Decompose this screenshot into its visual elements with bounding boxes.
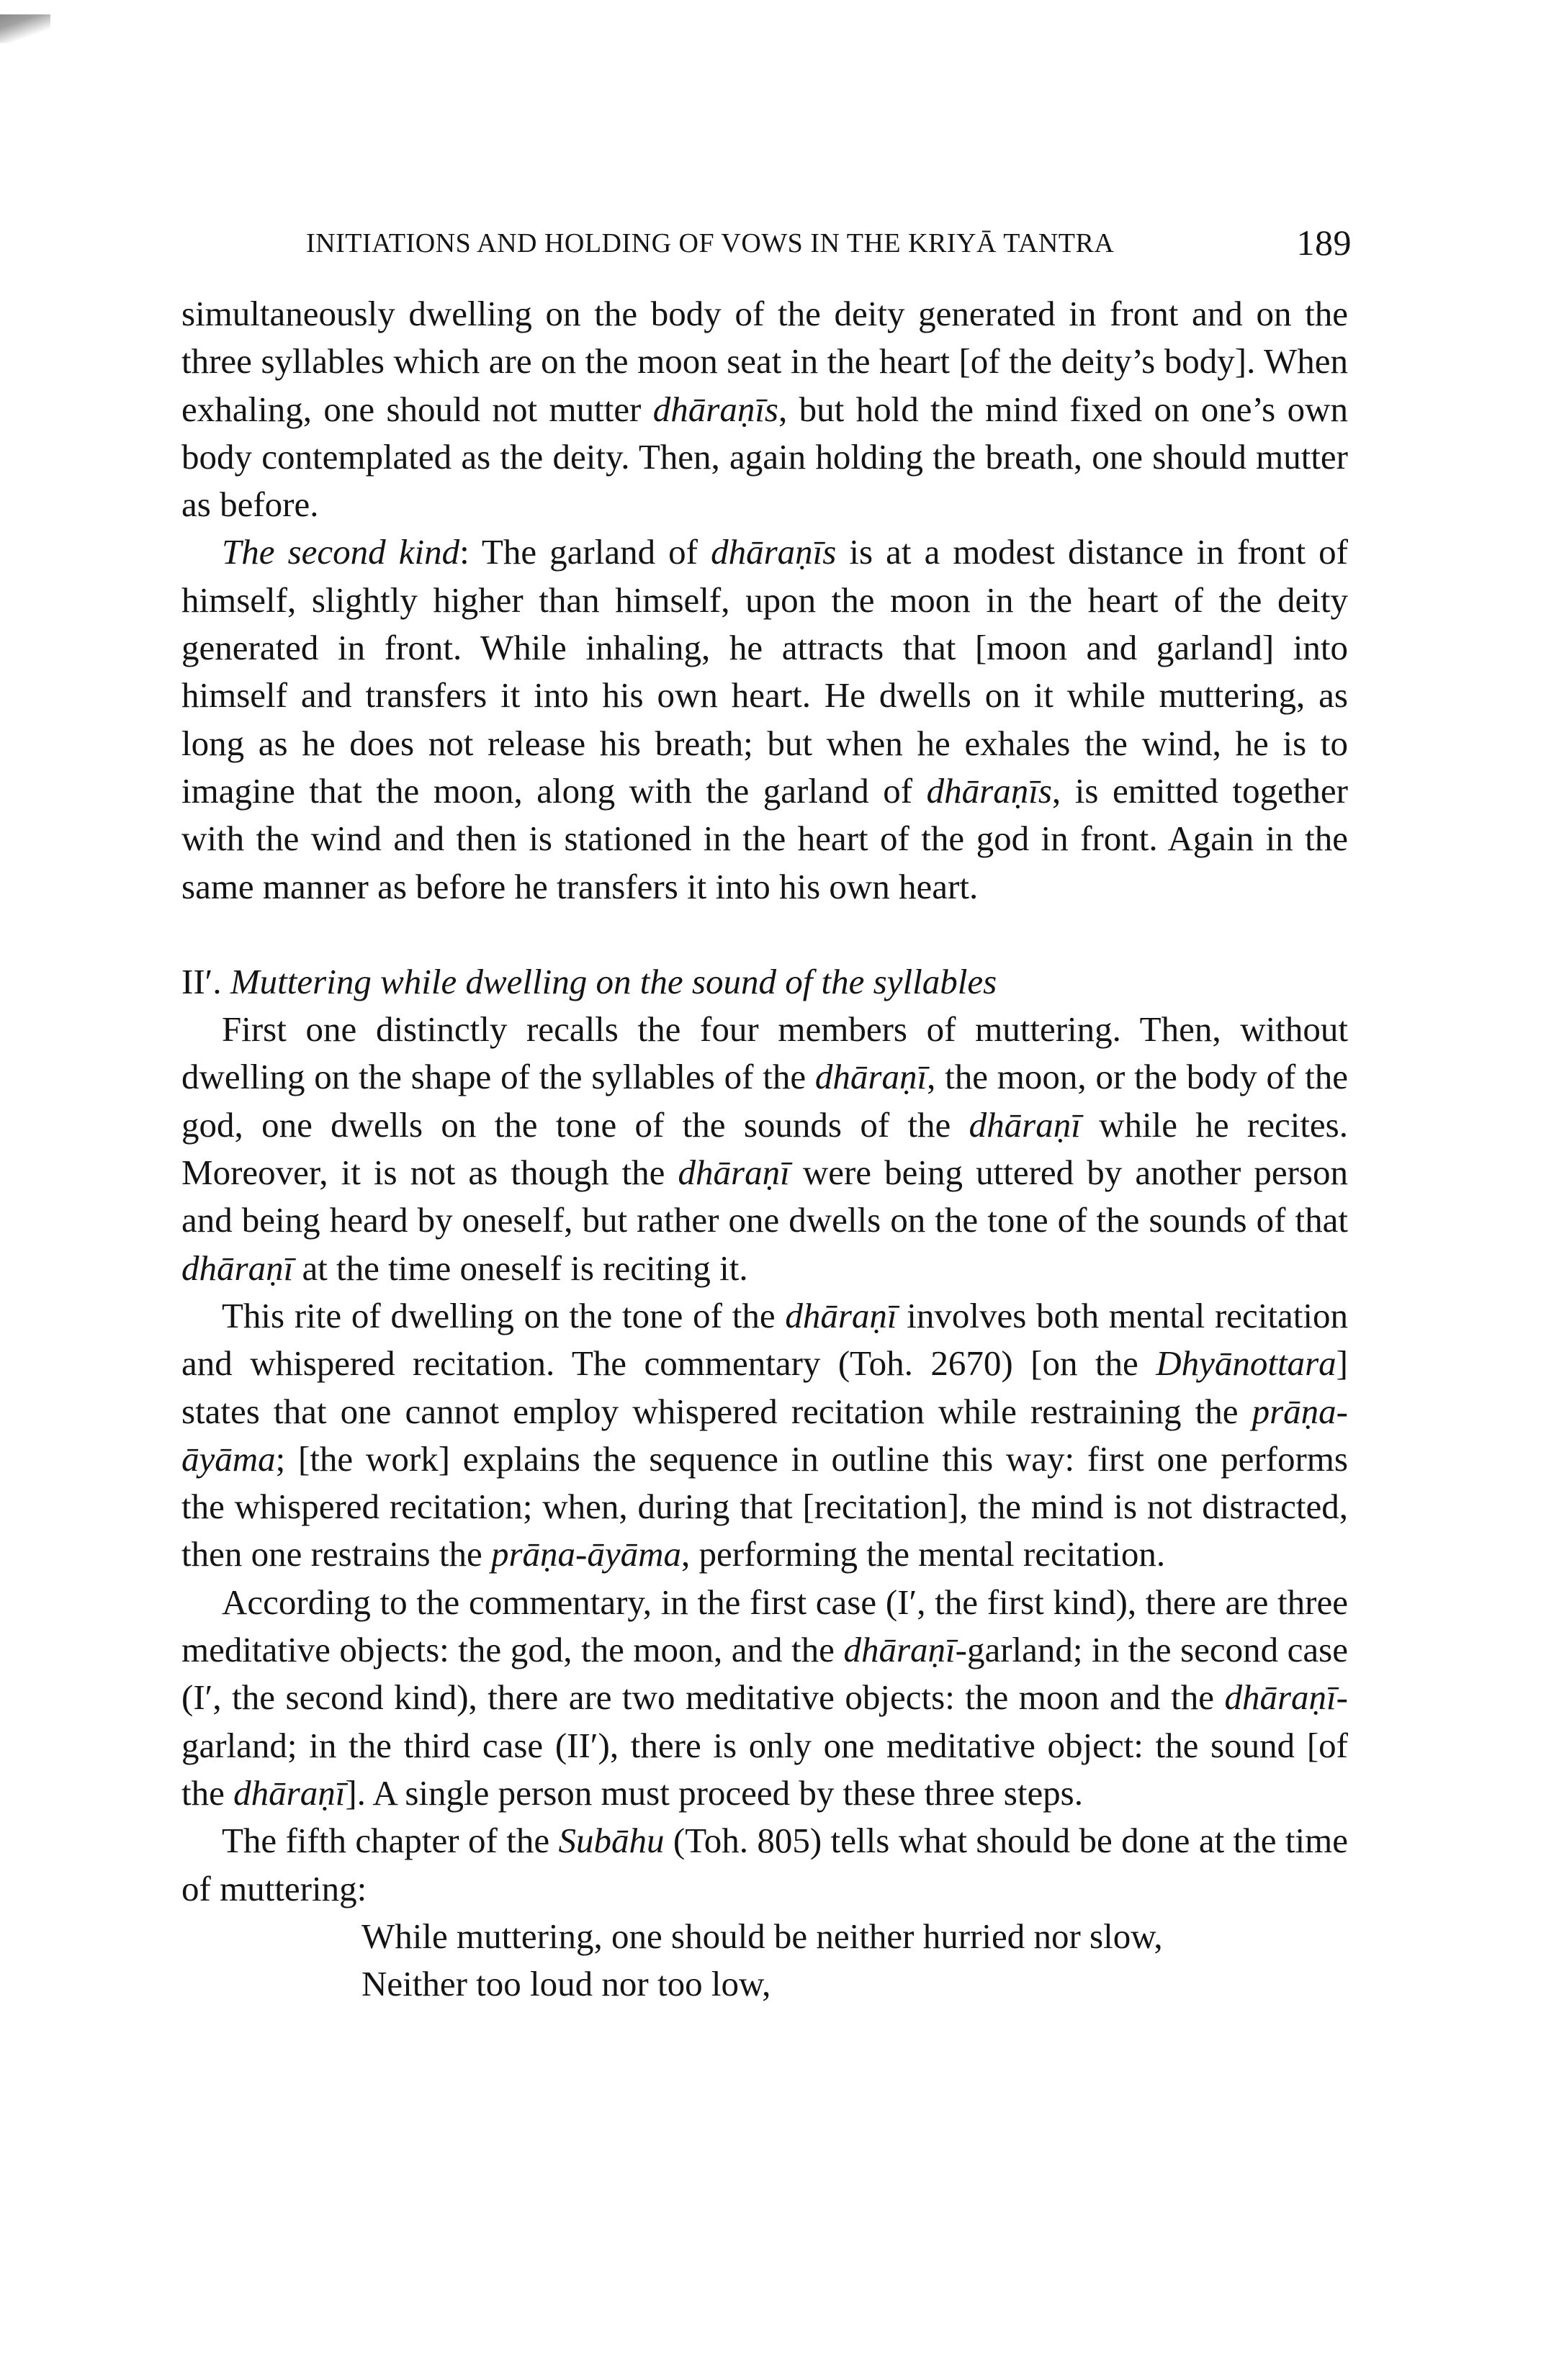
italic-term: dhāraṇī (785, 1295, 897, 1335)
text-run: : The garland of (459, 532, 711, 572)
verse-line: Neither too loud nor too low, (361, 1964, 771, 2004)
italic-term: prāṇa-āyāma (490, 1534, 682, 1574)
verse-quotation (181, 1913, 1348, 2009)
italic-term: dhāraṇīs (926, 770, 1052, 811)
text-run: , but hold the mind fixed on one’s own body contemplated as the deity. Then, again holding the breath, one should mutter as before. (181, 389, 1348, 525)
italic-term: Dhyānottara (1156, 1343, 1336, 1384)
body-text (181, 290, 1348, 2008)
text-run: According to the commentary, in the first case (I′, the first kind), there are three meditative objects: the god, the moon, and the (181, 1582, 1348, 1670)
text-run: ; [the work] explains the sequence in outline this way: first one performs the whispered recitation; when, during that [recitation], the mind is not distracted, then one restrains the (181, 1438, 1348, 1574)
text-run: involves both mental recitation and whispered recitation. The commentary (Toh. 2670) [on the (181, 1295, 1348, 1384)
italic-term: dhāraṇīs (711, 532, 837, 572)
text-run: is at a modest distance in front of himself, slightly higher than himself, upon the moon in the heart of the deity generated in front. While inhaling, he attracts that [moon and garland] into himself and transfers it into his own heart. He dwells on it while muttering, as long as he does not release his breath; but when he exhales the wind, he is to imagine that the moon, along with the garland of (181, 532, 1349, 811)
italic-term: prāṇa-āyāma (181, 1391, 1348, 1479)
scan-artifact (0, 14, 50, 43)
paragraph-continuation (181, 290, 1348, 528)
text-run: This rite of dwelling on the tone of the (222, 1295, 786, 1335)
text-run: , the moon, or the body of the god, one dwells on the tone of the sounds of the (181, 1057, 1348, 1145)
text-run: The fifth chapter of the (222, 1821, 559, 1861)
italic-term: dhāraṇī- (843, 1630, 967, 1670)
text-run: simultaneously dwelling on the body of the deity generated in front and on the three syllables which are on the moon seat in the heart [of the deity’s body]. When exhaling, one should not mutter (181, 294, 1348, 429)
italic-term: dhāraṇīs (652, 389, 779, 429)
text-run: at the time oneself is reciting it. (293, 1248, 748, 1288)
paragraph-second-kind (181, 528, 1348, 910)
section-number: II′. (181, 961, 230, 1001)
paragraph-first-one (181, 1006, 1348, 1292)
text-run: -garland; in the third case (II′), there is only one meditative object: the sound [of the (181, 1677, 1348, 1813)
text-run: First one distinctly recalls the four members of muttering. Then, without dwelling on the shape of the syllables of the (181, 1009, 1348, 1097)
italic-term: The second kind (222, 532, 460, 572)
paragraph-subahu (181, 1817, 1348, 1913)
text-run: garland; in the second case (I′, the second kind), there are two meditative objects: the moon and the (181, 1630, 1348, 1718)
section-heading (181, 958, 1348, 1006)
text-run: , performing the mental recitation. (681, 1534, 1166, 1574)
paragraph-commentary (181, 1579, 1348, 1817)
running-head (306, 222, 1352, 265)
text-run: while he recites. Moreover, it is not as though the (181, 1104, 1348, 1193)
page-number: 189 (1296, 222, 1352, 263)
italic-term: dhāraṇī (233, 1772, 346, 1813)
paragraph-rite (181, 1292, 1348, 1579)
verse-line: While muttering, one should be neither hurried nor slow, (361, 1916, 1163, 1956)
italic-term: dhāraṇī (181, 1248, 294, 1288)
text-run: ] states that one cannot employ whispered recitation while restraining the (181, 1343, 1348, 1431)
text-run: ]. A single person must proceed by these three steps. (345, 1772, 1084, 1813)
italic-term: dhāraṇī (814, 1057, 927, 1097)
italic-term: dhāraṇī (969, 1104, 1081, 1145)
text-run: (Toh. 805) tells what should be done at the time of muttering: (181, 1821, 1348, 1908)
italic-term: dhāraṇī (678, 1153, 790, 1193)
italic-term: dhāraṇī (1224, 1677, 1336, 1718)
section-title: Muttering while dwelling on the sound of the syllables (230, 961, 997, 1001)
italic-term: Subāhu (558, 1821, 665, 1861)
text-run: , is emitted together with the wind and then is stationed in the heart of the god in front. Again in the same manner as before he transfers it into his own heart. (181, 770, 1349, 906)
running-head-title: INITIATIONS AND HOLDING OF VOWS IN THE KRIYĀ TANTRA (306, 228, 1115, 258)
text-run: were being uttered by another person and being heard by oneself, but rather one dwells on the tone of the sounds of that (181, 1153, 1348, 1240)
